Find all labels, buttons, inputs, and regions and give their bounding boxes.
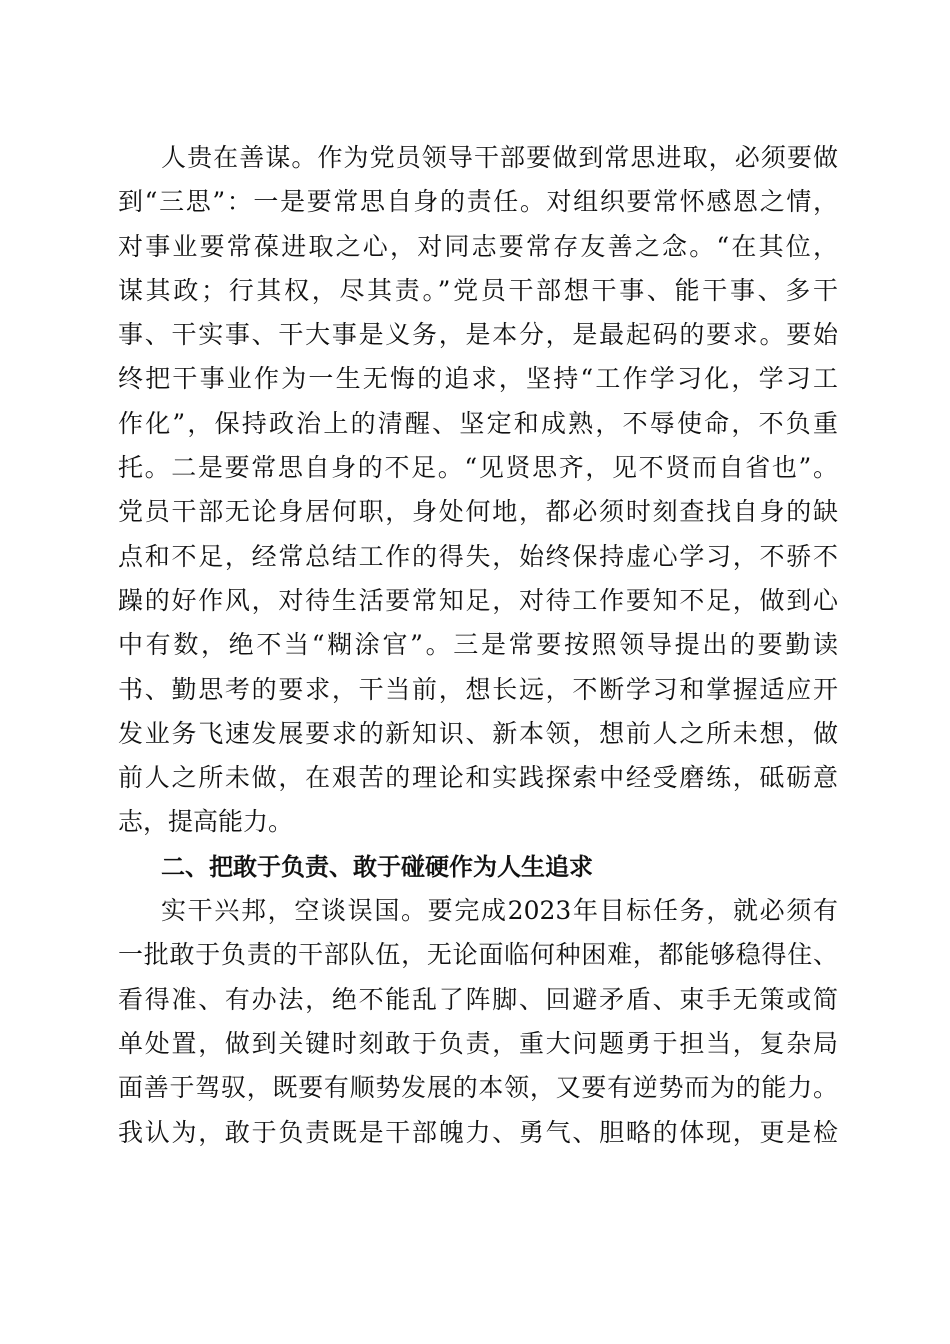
paragraph-line: 终把干事业作为一生无悔的追求，坚持“工作学习化，学习工 (118, 364, 838, 394)
paragraph-line: 党员干部无论身居何职，身处何地，都必须时刻查找自身的缺 (118, 497, 838, 527)
paragraph-line: 人贵在善谋。作为党员领导干部要做到常思进取，必须要做 (161, 143, 838, 172)
document-body (118, 136, 838, 1155)
paragraph-line: 志，提高能力。 (118, 807, 294, 837)
paragraph-line: 发业务飞速发展要求的新知识、新本领，想前人之所未想，做 (118, 718, 838, 748)
paragraph-line: 躁的好作风，对待生活要常知足，对待工作要知不足，做到心 (118, 585, 838, 615)
paragraph-line: 点和不足，经常总结工作的得失，始终保持虚心学习，不骄不 (118, 541, 838, 571)
paragraph-line: 单处置，做到关键时刻敢于负责，重大问题勇于担当，复杂局 (118, 1028, 838, 1058)
paragraph-line: 作化”，保持政治上的清醒、坚定和成熟，不辱使命，不负重 (118, 408, 838, 438)
paragraph-line: 谋其政；行其权，尽其责。”党员干部想干事、能干事、多干 (118, 275, 838, 305)
paragraph-line: 一批敢于负责的干部队伍，无论面临何种困难，都能够稳得住、 (118, 940, 838, 970)
section-heading: 二、把敢于负责、敢于碰硬作为人生追求 (161, 852, 593, 881)
paragraph-line: 我认为，敢于负责既是干部魄力、勇气、胆略的体现，更是检 (118, 1117, 838, 1147)
paragraph-line: 到“三思”：一是要常思自身的责任。对组织要常怀感恩之情， (118, 187, 838, 217)
paragraph-line: 事、干实事、干大事是义务，是本分，是最起码的要求。要始 (118, 320, 838, 350)
paragraph-line: 对事业要常葆进取之心，对同志要常存友善之念。“在其位， (118, 231, 838, 261)
paragraph-line: 实干兴邦，空谈误国。要完成2023年目标任务，就必须有 (161, 896, 838, 926)
paragraph-line: 面善于驾驭，既要有顺势发展的本领，又要有逆势而为的能力。 (118, 1073, 838, 1103)
paragraph-line: 托。二是要常思自身的不足。“见贤思齐，见不贤而自省也”。 (118, 453, 838, 483)
paragraph-line: 前人之所未做，在艰苦的理论和实践探索中经受磨练，砥砺意 (118, 763, 838, 793)
paragraph-line: 中有数，绝不当“糊涂官”。三是常要按照领导提出的要勤读 (118, 630, 838, 660)
paragraph-line: 书、勤思考的要求，干当前，想长远，不断学习和掌握适应开 (118, 674, 838, 704)
paragraph-line: 看得准、有办法，绝不能乱了阵脚、回避矛盾、束手无策或简 (118, 984, 838, 1014)
